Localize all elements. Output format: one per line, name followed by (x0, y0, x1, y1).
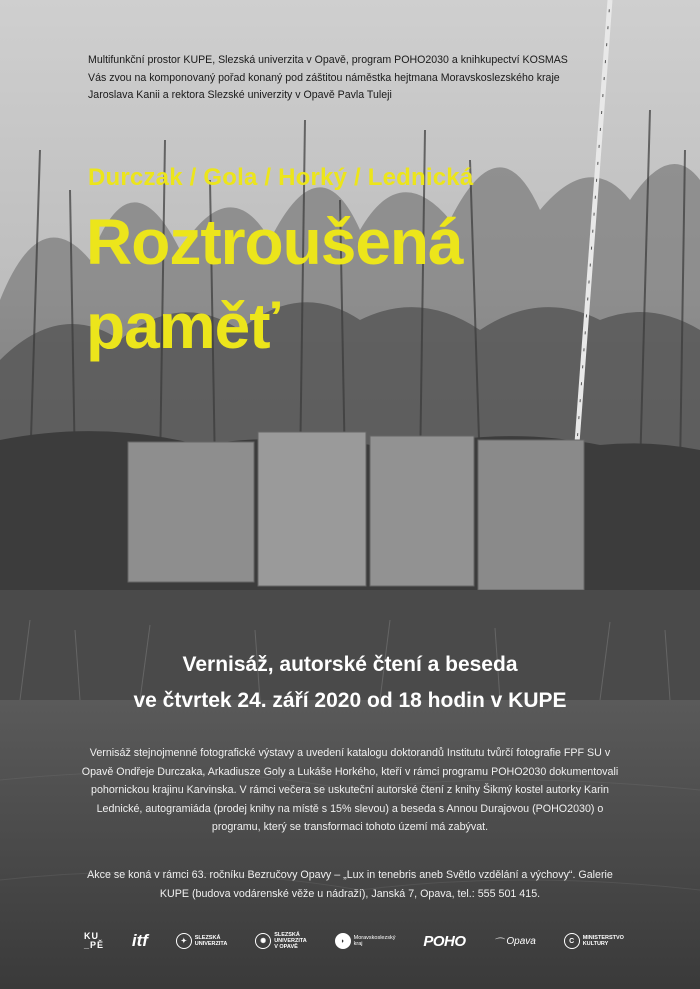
logo-kupe-bottom: _PĚ (84, 940, 105, 950)
slezska-univerzita-icon: ✺ (255, 933, 271, 949)
logo-slezska-univerzita-text: SLEZSKÁ UNIVERZITA V OPAVĚ (274, 932, 307, 950)
event-heading-1: Vernisáž, autorské čtení a beseda (182, 653, 518, 676)
event-heading-2: ve čtvrtek 24. září 2020 od 18 hodin v KUPE (133, 689, 567, 712)
title-line-2: paměť (86, 290, 279, 362)
logo-itf-text: itf (131, 931, 148, 950)
authors-line: Durczak / Gola / Horký / Lednická (88, 164, 474, 191)
logo-ministerstvo-text: MINISTERSTVO KULTURY (582, 935, 624, 947)
partner-logos (84, 924, 624, 958)
logo-opava-text: Opava (506, 935, 536, 947)
logo-slezska-fpf (176, 933, 228, 949)
logo-poho-text: POHO (423, 932, 466, 950)
logo-ministerstvo-kultury (564, 933, 624, 949)
logo-kupe-top: KU (84, 931, 99, 941)
title-line-1: Roztroušená (86, 206, 463, 278)
ministerstvo-icon: C (564, 933, 580, 949)
slezska-fpf-icon: ✦ (176, 933, 192, 949)
logo-kupe (84, 932, 104, 950)
venue-note: Akce se koná v rámci 63. ročníku Bezručovy Opavy – „Lux in tenebris aneb Světlo vzdělání a výchovy“. Galerie KUPE (budova vodárenské věže u nádraží), Janská 7, Opava, tel.: 555 501 415. (87, 869, 613, 900)
intro-text: Multifunkční prostor KUPE, Slezská univerzita v Opavě, program POHO2030 a knihkupectví KOSMAS Vás zvou na komponovaný pořad konaný pod záštitou náměstka hejtmana Moravskoslezského kraje Jaroslava Kanii a rektora Slezské univerzity v Opavě Pavla Tuleji (88, 54, 568, 101)
msk-icon: ◗ (335, 933, 351, 949)
logo-poho (423, 933, 465, 950)
opava-wing-icon: ⌒ (493, 937, 504, 949)
logo-msk-text: Moravskoslezský kraj (353, 935, 396, 947)
logo-slezska-univerzita (255, 932, 307, 950)
logo-itf (132, 931, 148, 951)
event-description: Vernisáž stejnojmenné fotografické výstavy a uvedení katalogu doktorandů Institutu tvůrčí fotografie FPF SU v Opavě Ondřeje Durczaka, Arkadiusze Goly a Lukáše Horkého, kteří v rámci programu POHO2030 dokumentovali pohornickou krajinu Karvinska. V rámci večera se uskuteční autorské čtení z knihy Šikmý kostel autorky Karin Lednické, autogramiáda (prodej knihy na místě s 15% slevou) a beseda s Annou Durajovou (POHO2030) o programu, který se transformaci tohoto území má zabývat. (81, 747, 619, 834)
logo-moravskoslezsky-kraj (335, 933, 396, 949)
logo-slezska-fpf-text: SLEZSKÁ UNIVERZITA (194, 935, 228, 947)
logo-opava (493, 934, 535, 949)
